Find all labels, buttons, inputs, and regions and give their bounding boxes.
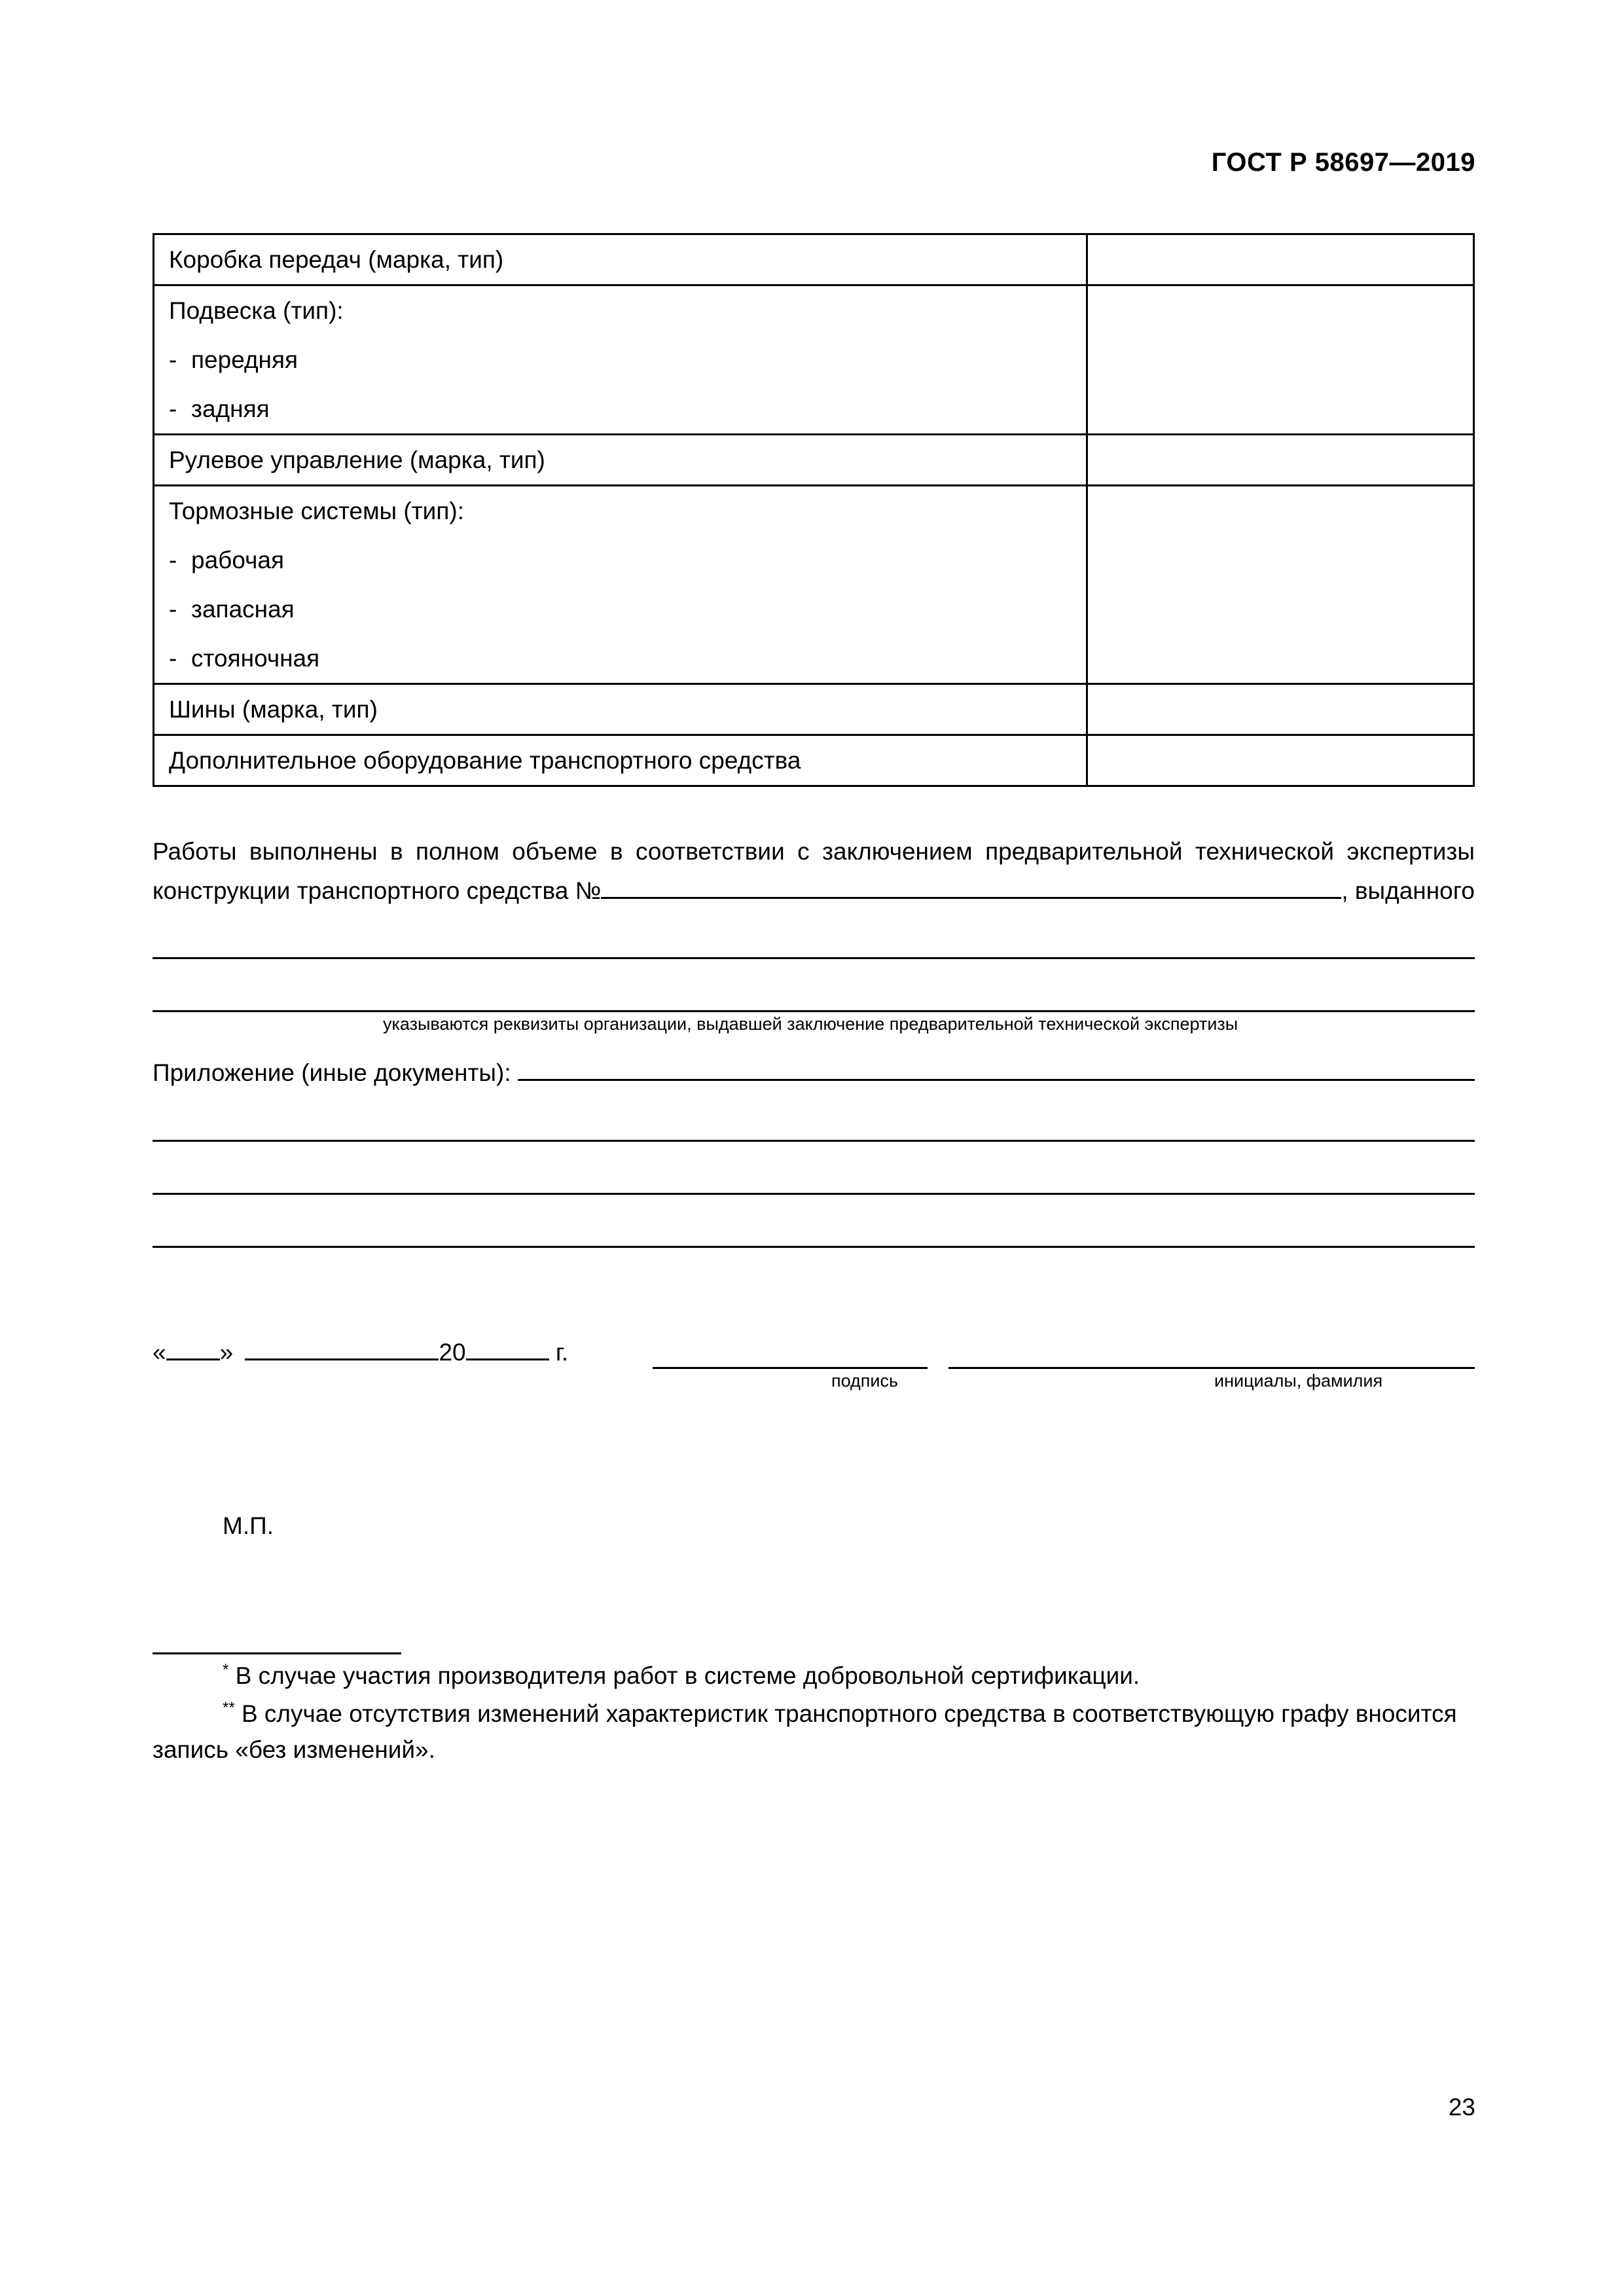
- footnote-2-mark: **: [223, 1699, 235, 1717]
- attachments-row: [153, 1059, 1475, 1087]
- day-field[interactable]: [166, 1339, 220, 1360]
- extra-equipment-label: Дополнительное оборудование транспортного средства: [169, 747, 801, 774]
- list-dash: -: [169, 395, 177, 422]
- statement-word: соответствии: [635, 838, 785, 865]
- issuer-field-line-2[interactable]: [153, 1010, 1475, 1012]
- suspension-value-cell[interactable]: [1087, 285, 1474, 435]
- tires-label: Шины (марка, тип): [169, 696, 378, 723]
- list-dash: -: [169, 547, 177, 574]
- table-row: [154, 735, 1474, 786]
- table-row: [154, 234, 1474, 285]
- month-field[interactable]: [245, 1339, 439, 1360]
- year-prefix: 20: [439, 1339, 466, 1366]
- statement-word: с: [797, 838, 810, 865]
- statement-word: технической: [1195, 838, 1335, 865]
- date-open-quote: «: [153, 1339, 166, 1366]
- name-field[interactable]: [948, 1367, 1475, 1369]
- signature-field[interactable]: [653, 1367, 928, 1369]
- footnote-1: [153, 1658, 1475, 1694]
- brakes-parking-item: [169, 634, 1086, 683]
- stamp-place: М.П.: [223, 1512, 274, 1539]
- attachments-field-line-3[interactable]: [153, 1193, 1475, 1195]
- statement-line-2: [153, 877, 1475, 905]
- tires-value-cell[interactable]: [1087, 684, 1474, 735]
- issuer-caption: указываются реквизиты организации, выдавшей заключение предварительной технической экспертизы: [383, 1014, 1238, 1034]
- footnote-2: [153, 1696, 1475, 1768]
- extra-equipment-value-cell[interactable]: [1087, 735, 1474, 786]
- brakes-service-item: [169, 536, 1086, 585]
- issuer-field-line-1[interactable]: [153, 957, 1475, 959]
- suspension-label: Подвеска (тип):: [169, 297, 344, 324]
- statement-word: выполнены: [249, 838, 378, 865]
- steering-value-cell[interactable]: [1087, 435, 1474, 486]
- extra-equipment-label-cell: [154, 735, 1087, 786]
- steering-label: Рулевое управление (марка, тип): [169, 446, 545, 473]
- table-row: [154, 435, 1474, 486]
- brakes-value-cell[interactable]: [1087, 486, 1474, 684]
- statement-word: полном: [416, 838, 499, 865]
- conclusion-number-field[interactable]: [601, 877, 1341, 899]
- table-row: [154, 486, 1474, 684]
- list-dash: -: [169, 596, 177, 623]
- table-row: [154, 684, 1474, 735]
- year-field[interactable]: [466, 1339, 549, 1360]
- gearbox-label-cell: [154, 234, 1087, 285]
- suspension-front-label: передняя: [191, 346, 298, 373]
- statement-word: экспертизы: [1346, 838, 1475, 865]
- footnote-2-text: В случае отсутствия изменений характеристик транспортного средства в соответствующую графу вносится запись «без изменений».: [153, 1700, 1457, 1763]
- name-caption: инициалы, фамилия: [1214, 1371, 1383, 1391]
- statement-word: заключением: [822, 838, 973, 865]
- statement-word: предварительной: [985, 838, 1183, 865]
- page-number: 23: [1448, 2094, 1475, 2121]
- statement-word: в: [390, 838, 403, 865]
- tires-label-cell: [154, 684, 1087, 735]
- table-row: [154, 285, 1474, 435]
- brakes-spare-label: запасная: [191, 596, 295, 623]
- steering-label-cell: [154, 435, 1087, 486]
- footnote-separator: [153, 1652, 401, 1654]
- vehicle-spec-table: [153, 233, 1475, 787]
- statement-line-1: [153, 838, 1475, 866]
- attachments-field-line-1[interactable]: [518, 1059, 1475, 1081]
- statement-word: объеме: [512, 838, 598, 865]
- statement-line-2-prefix: конструкции транспортного средства №: [153, 877, 602, 904]
- suspension-rear-label: задняя: [191, 395, 270, 422]
- gearbox-value-cell[interactable]: [1087, 234, 1474, 285]
- statement-word: Работы: [153, 838, 237, 865]
- statement-word: в: [609, 838, 623, 865]
- brakes-spare-item: [169, 585, 1086, 634]
- date-close-quote: »: [219, 1339, 234, 1366]
- list-dash: -: [169, 645, 177, 672]
- suspension-front-item: [169, 335, 1086, 384]
- brakes-parking-label: стояночная: [191, 645, 320, 672]
- attachments-field-line-2[interactable]: [153, 1140, 1475, 1142]
- gearbox-label: Коробка передач (марка, тип): [169, 246, 504, 273]
- brakes-label-cell: [154, 486, 1087, 684]
- signature-caption: подпись: [831, 1371, 899, 1391]
- footnote-1-text: В случае участия производителя работ в системе добровольной сертификации.: [228, 1662, 1140, 1689]
- footnote-1-mark: *: [223, 1661, 229, 1679]
- brakes-label: Тормозные системы (тип):: [169, 498, 464, 524]
- date-row: [153, 1339, 568, 1366]
- attachments-label: Приложение (иные документы):: [153, 1059, 511, 1086]
- suspension-label-cell: [154, 285, 1087, 435]
- document-code: ГОСТ Р 58697—2019: [1211, 148, 1475, 177]
- brakes-service-label: рабочая: [191, 547, 285, 574]
- statement-line-2-suffix: , выданного: [1341, 877, 1475, 904]
- attachments-field-line-4[interactable]: [153, 1246, 1475, 1248]
- suspension-rear-item: [169, 384, 1086, 433]
- year-suffix: г.: [555, 1339, 569, 1366]
- list-dash: -: [169, 346, 177, 373]
